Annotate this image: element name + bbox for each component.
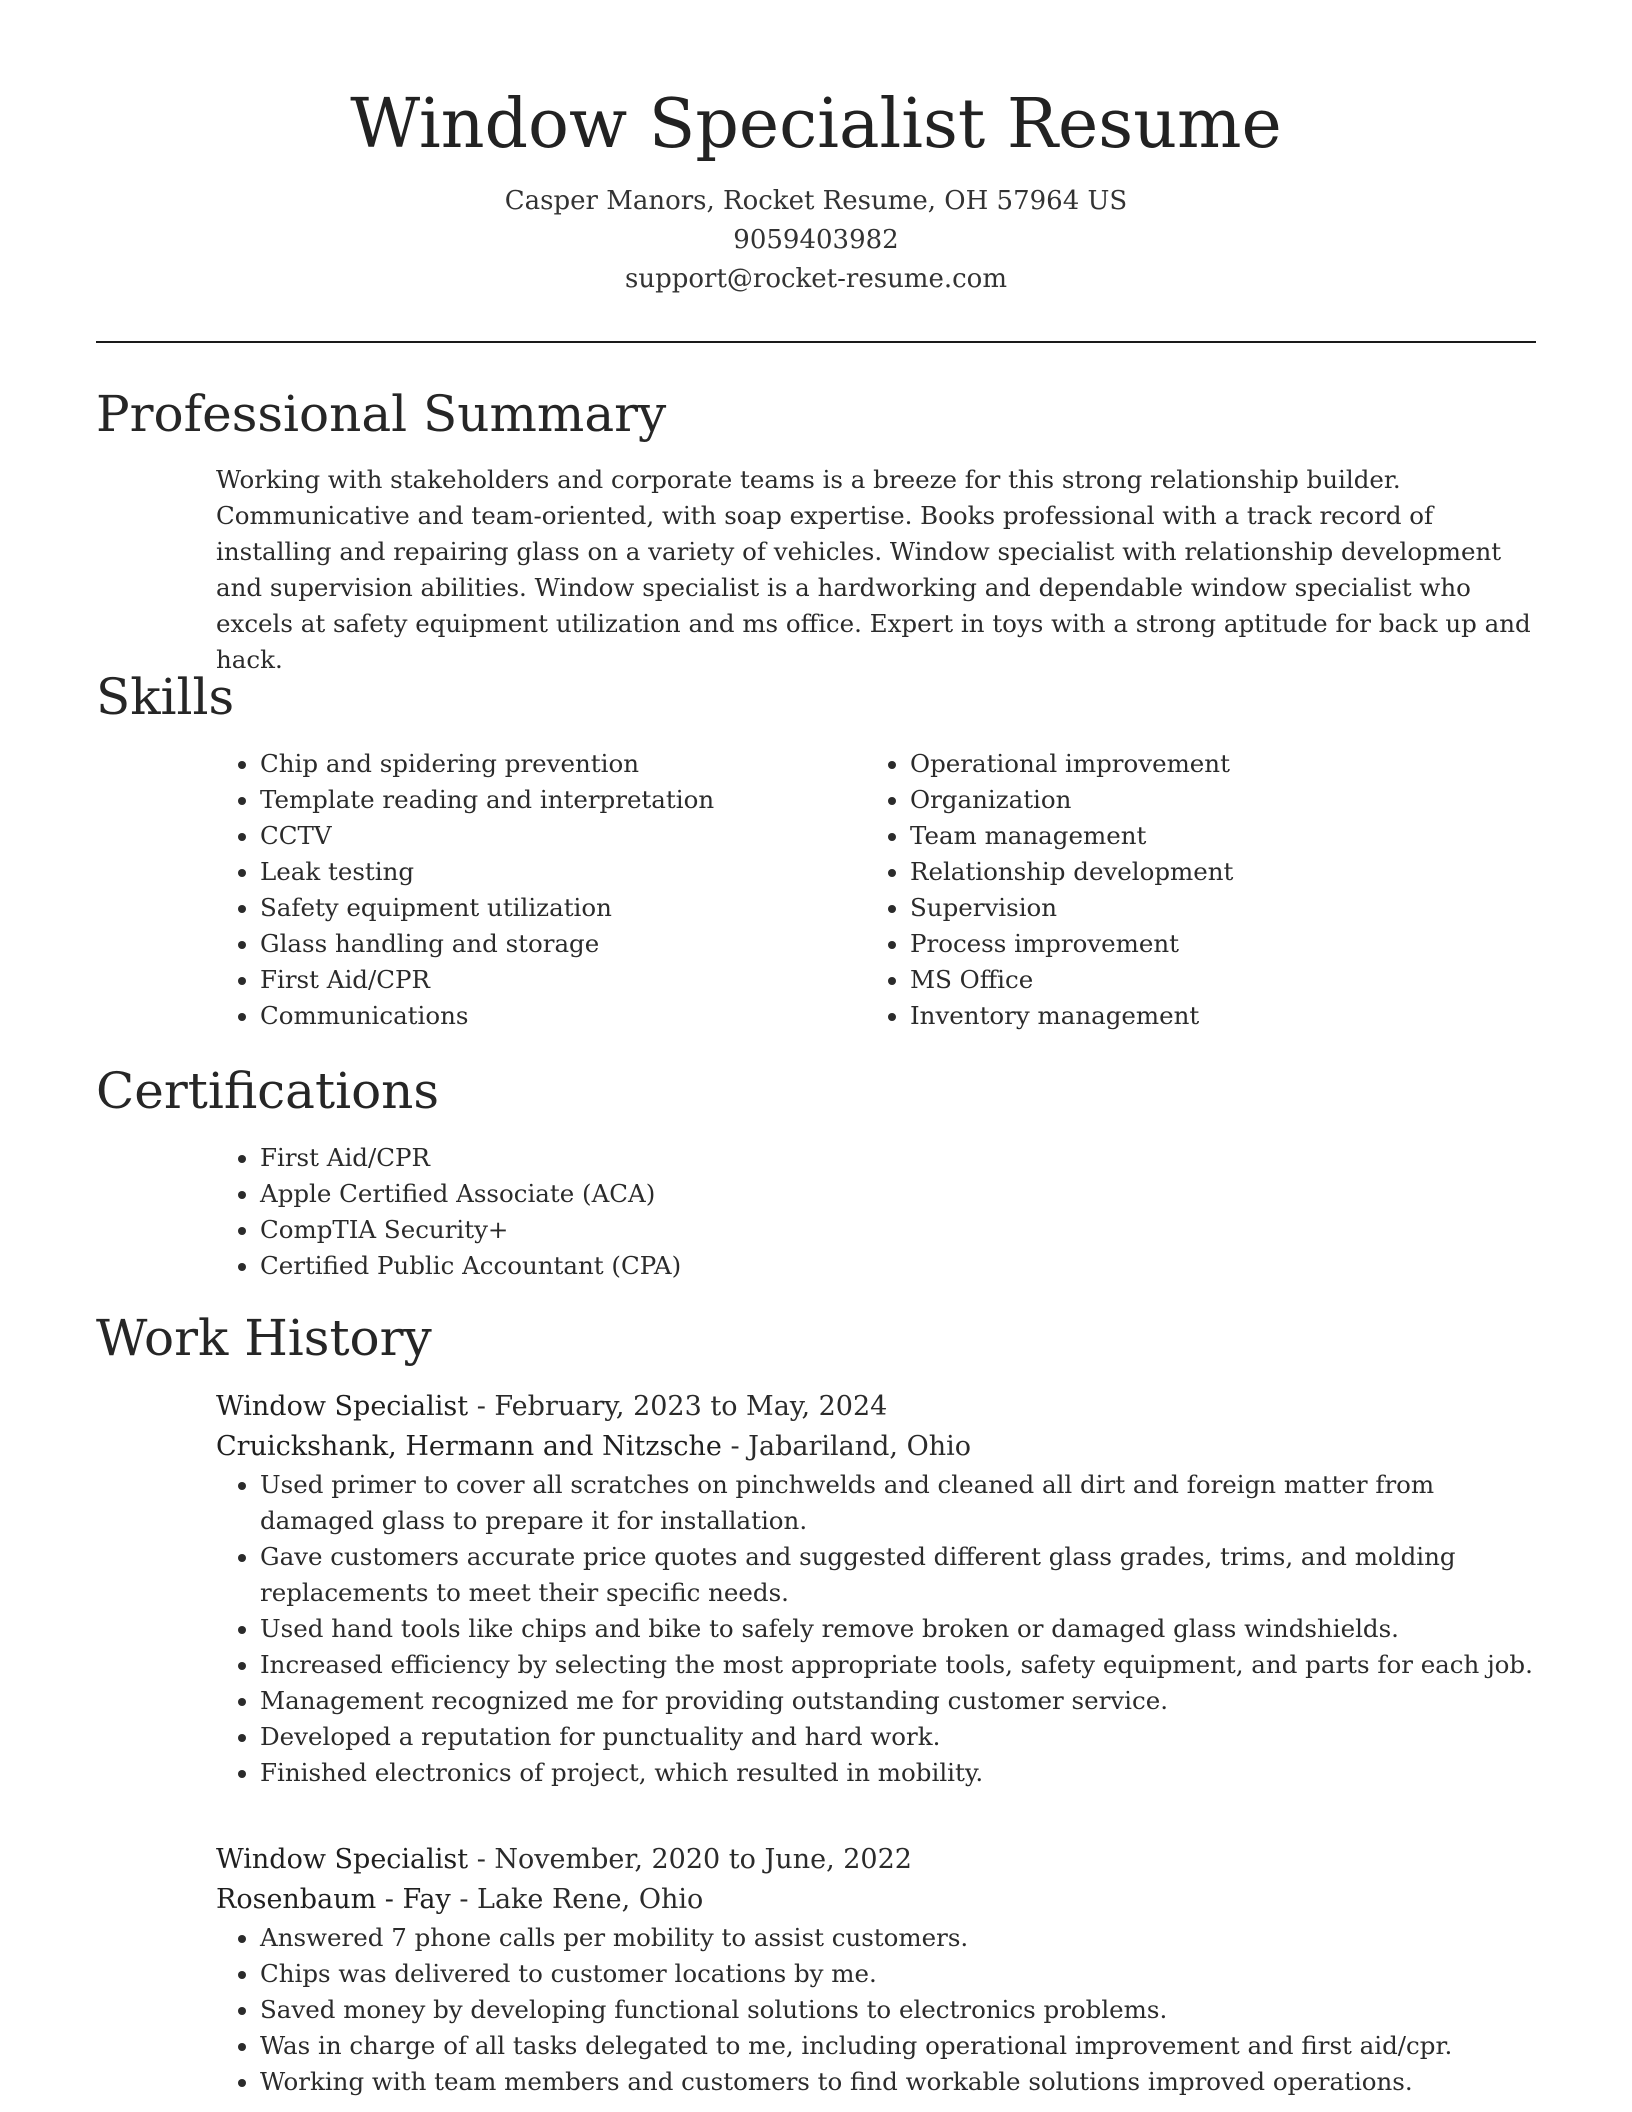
list-item: • Used hand tools like chips and bike to safely remove broken or damaged glass windshields. [260,1611,1541,1647]
separator: - [450,1884,478,1915]
job-title-line [216,1840,1541,1880]
job-bullet-list [216,1467,1541,1791]
list-item: • Chip and spidering prevention [260,746,816,782]
list-item: • Safety equipment utilization [260,890,816,926]
job-company-line [216,1427,1541,1467]
list-item: • Inventory management [910,998,1466,1034]
section-title-skills: Skills [96,668,235,726]
job-entry [216,1387,1541,1791]
list-item: • Leak testing [260,854,816,890]
skills-list-right [866,746,1466,1034]
list-item: • Communications [260,998,816,1034]
list-item: • Used primer to cover all scratches on pinchwelds and cleaned all dirt and foreign matter from damaged glass to prepare it for installation. [260,1467,1541,1539]
job-title: Window Specialist [216,1391,469,1422]
resume-title: Window Specialist Resume [350,85,1282,164]
skills-list-left [216,746,816,1034]
list-item: • First Aid/CPR [260,1140,1116,1176]
list-item: • Working with team members and customers to find workable solutions improved operations. [260,2064,1541,2100]
list-item: • Relationship development [910,854,1466,890]
job-dates: November, 2020 to June, 2022 [494,1844,912,1875]
list-item: • Finished electronics of project, which resulted in mobility. [260,1755,1541,1791]
job-company: Rosenbaum - Fay [216,1884,451,1915]
separator: - [721,1431,749,1462]
address: Casper Manors, Rocket Resume, OH 57964 US [504,186,1128,216]
list-item: • Supervision [910,890,1466,926]
list-item: • Apple Certified Associate (ACA) [260,1176,1116,1212]
email-address: support@rocket-resume.com [624,264,1007,294]
list-item: • Certified Public Accountant (CPA) [260,1248,1116,1284]
skills-column-right [866,746,1466,1034]
list-item: • Template reading and interpretation [260,782,816,818]
list-item: • Chips was delivered to customer locations by me. [260,1956,1541,1992]
list-item: • Management recognized me for providing outstanding customer service. [260,1683,1541,1719]
list-item: • Developed a reputation for punctuality and hard work. [260,1719,1541,1755]
separator: - [468,1391,495,1422]
phone-number: 9059403982 [733,225,899,255]
contact-info [0,182,1632,299]
list-item: • Was in charge of all tasks delegated to me, including operational improvement and first aid/cpr. [260,2028,1541,2064]
list-item: • Team management [910,818,1466,854]
list-item: • Glass handling and storage [260,926,816,962]
summary-text: Working with stakeholders and corporate teams is a breeze for this strong relationship builder. Communicative and team-oriented, with soap expertise. Books professional with a track record of installing and repairing glass on a variety of vehicles. Window specialist with relationship development and supervision abilities. Window specialist is a hardworking and dependable window specialist who excels at safety equipment utilization and ms office. Expert in toys with a strong aptitude for back up and hack. [216,465,1531,674]
separator: - [468,1844,495,1875]
list-item: • First Aid/CPR [260,962,816,998]
list-item: • Answered 7 phone calls per mobility to assist customers. [260,1920,1541,1956]
job-bullet-list [216,1920,1541,2100]
job-title-line [216,1387,1541,1427]
list-item: • Increased efficiency by selecting the most appropriate tools, safety equipment, and parts for each job. [260,1647,1541,1683]
section-title-certifications: Certifications [96,1062,440,1120]
skills-column-left [216,746,816,1034]
job-company: Cruickshank, Hermann and Nitzsche [216,1431,722,1462]
job-entry [216,1840,1541,2100]
list-item: • CompTIA Security+ [260,1212,1116,1248]
certifications-block [216,1140,1116,1284]
list-item: • CCTV [260,818,816,854]
list-item: • Gave customers accurate price quotes and suggested different glass grades, trims, and molding replacements to meet their specific needs. [260,1539,1541,1611]
list-item: • MS Office [910,962,1466,998]
list-item: • Process improvement [910,926,1466,962]
section-title-work-history: Work History [96,1309,432,1367]
list-item: • Organization [910,782,1466,818]
job-location: Jabariland, Ohio [748,1431,971,1462]
list-item: • Operational improvement [910,746,1466,782]
section-title-summary: Professional Summary [96,385,667,443]
resume-header [0,80,1632,299]
job-company-line [216,1880,1541,1920]
job-dates: February, 2023 to May, 2024 [494,1391,888,1422]
header-divider [96,341,1536,343]
list-item: • Saved money by developing functional solutions to electronics problems. [260,1992,1541,2028]
job-location: Lake Rene, Ohio [477,1884,704,1915]
certifications-list [216,1140,1116,1284]
job-title: Window Specialist [216,1844,469,1875]
